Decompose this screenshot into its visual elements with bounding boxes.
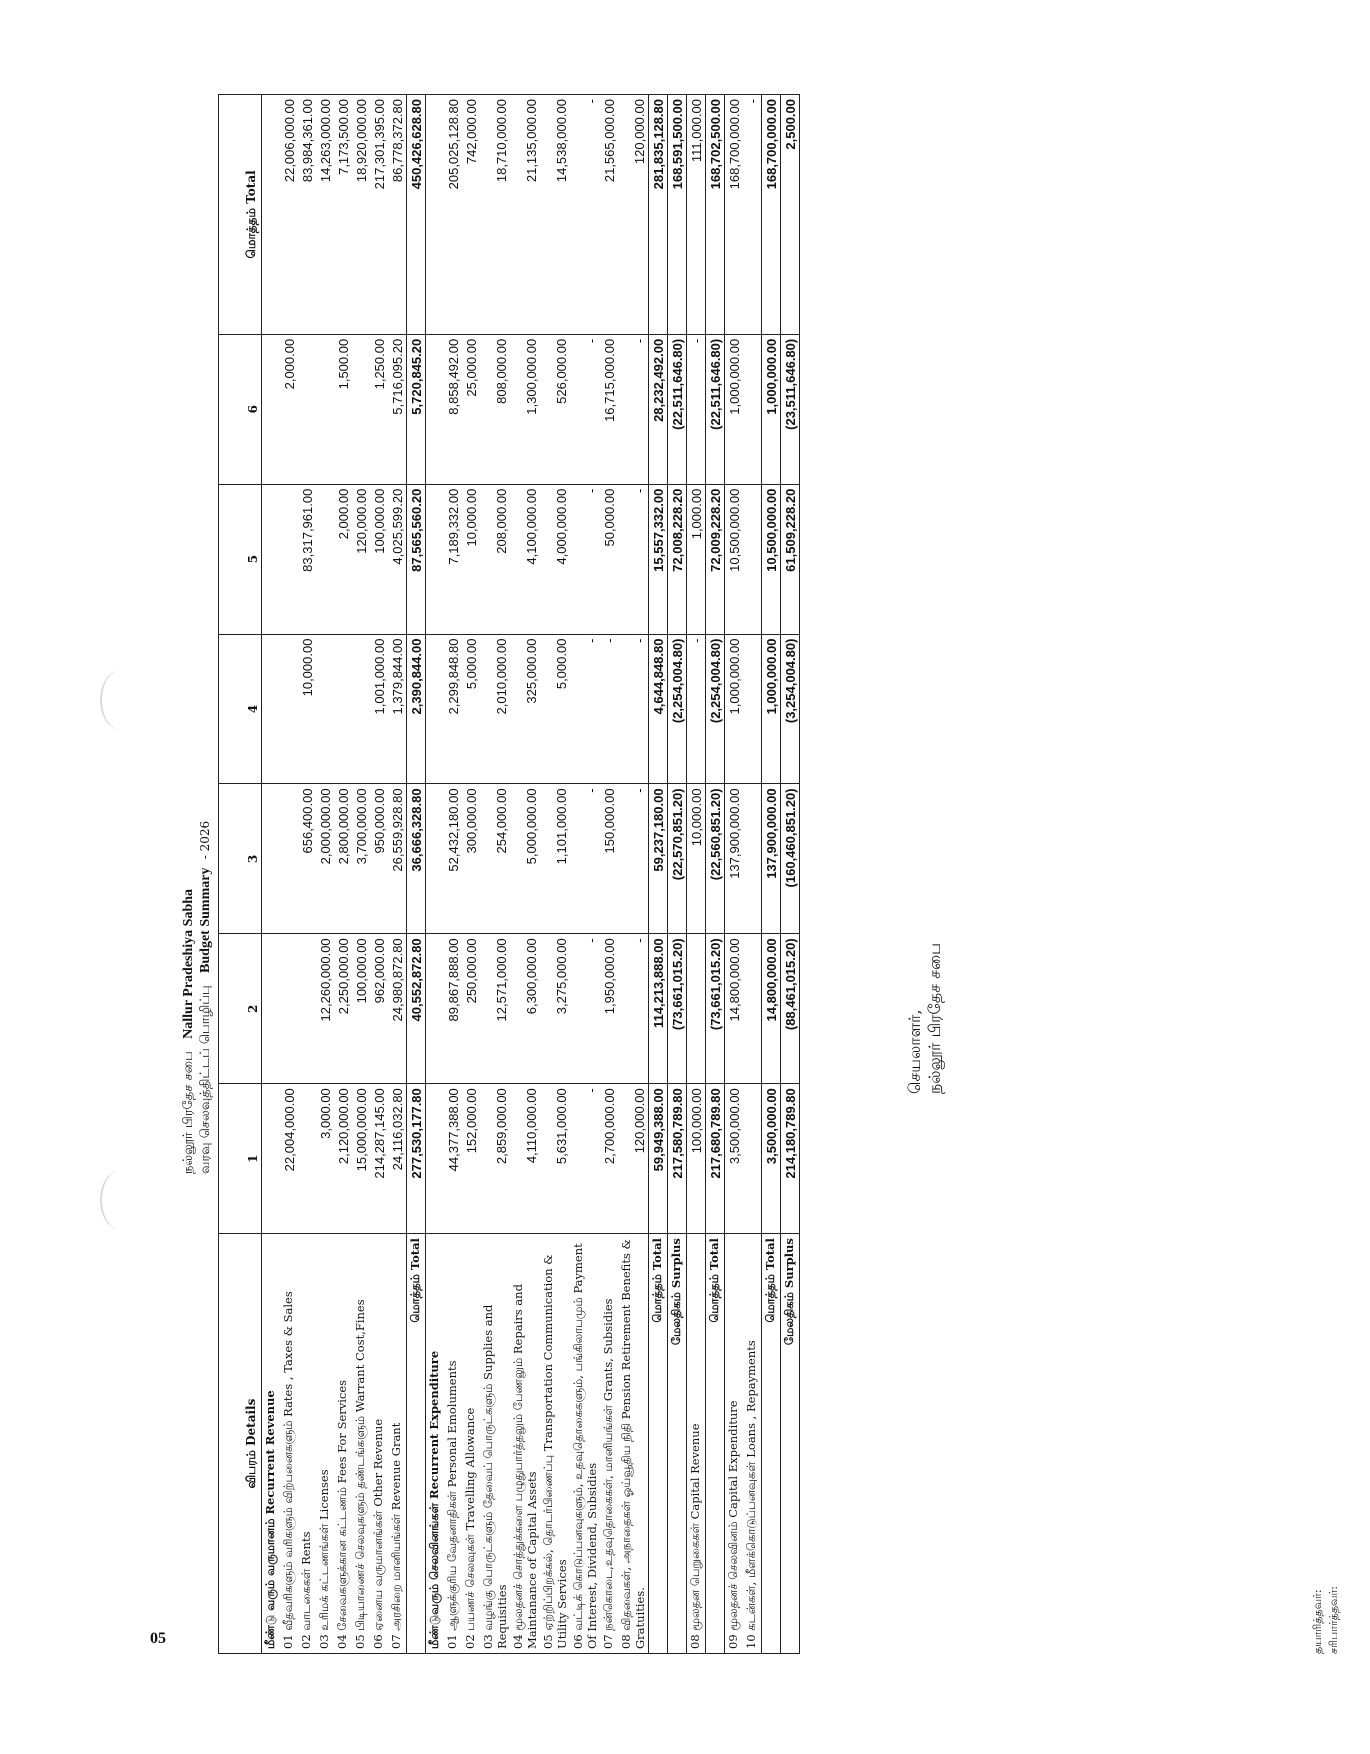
row-description: 02 பயணச் செலவுகள் Travelling Allowance [462, 1234, 480, 1654]
checked-by-label: சரிபார்த்தவர்: [1327, 1586, 1340, 1654]
section-header-row [426, 95, 445, 1654]
row-value-col-6 [316, 334, 334, 484]
row-value-col-4 [280, 634, 298, 784]
row-description: மொத்தம் Total [762, 1234, 781, 1654]
row-value-col-1: 2,120,000.00 [334, 1084, 352, 1234]
row-value-col-4: 5,000.00 [540, 634, 570, 784]
row-value-col-1: 3,500,000.00 [762, 1084, 781, 1234]
row-value-col-3: 52,432,180.00 [444, 784, 462, 934]
row-total-value: 281,835,128.80 [649, 95, 668, 335]
prepared-by-label: தயாரித்தவர்: [1311, 1589, 1324, 1654]
row-value-col-6: 1,500.00 [334, 334, 352, 484]
row-description: 07 நன்கொடை,உதவுதொகைகள், மானியங்கள் Grants, Subsidies [600, 1234, 618, 1654]
row-value-col-2: 3,275,000.00 [540, 934, 570, 1084]
row-description: 04 மூலதனச் சொத்துக்களை பழுதுபார்த்தலும் பேணலும் Repairs and Maintanance of Capital Assets [510, 1234, 540, 1654]
row-value-col-4: 1,000,000.00 [725, 634, 744, 784]
row-value-col-4: 2,299,848.80 [444, 634, 462, 784]
row-value-col-4: - [600, 634, 618, 784]
row-value-col-3: 3,700,000.00 [352, 784, 370, 934]
row-value-col-3: 5,000,000.00 [510, 784, 540, 934]
total-row [781, 95, 800, 1654]
row-value-col-2: (88,461,015.20) [781, 934, 800, 1084]
row-description: மீண்டுவரும் செலவினங்கள் Recurrent Expenditure [426, 1234, 445, 1654]
row-value-col-6: 8,858,492.00 [444, 334, 462, 484]
row-value-col-4: 2,390,844.00 [407, 634, 426, 784]
column-header-details: விபரம் Details [219, 1234, 262, 1654]
row-value-col-2: 962,000.00 [370, 934, 388, 1084]
column-header-3: 3 [219, 784, 262, 934]
row-total-value: 168,700,000.00 [762, 95, 781, 335]
table-row [570, 95, 600, 1654]
row-value-col-2: 24,980,872.80 [388, 934, 407, 1084]
row-total-value: 14,263,000.00 [316, 95, 334, 335]
row-total-value: 2,500.00 [781, 95, 800, 335]
row-value-col-2: 40,552,872.80 [407, 934, 426, 1084]
row-description: மொத்தம் Total [407, 1234, 426, 1654]
row-value-col-4: 1,379,844.00 [388, 634, 407, 784]
row-value-col-6 [262, 334, 281, 484]
row-value-col-2: 12,571,000.00 [480, 934, 510, 1084]
row-value-col-3: 2,000,000.00 [316, 784, 334, 934]
row-value-col-3 [426, 784, 445, 934]
row-value-col-1: - [570, 1084, 600, 1234]
row-value-col-2 [298, 934, 316, 1084]
row-value-col-1 [743, 1084, 762, 1234]
row-description: 03 உரிமக் கட்டணங்கள் Licenses [316, 1234, 334, 1654]
row-value-col-5: 7,189,332.00 [444, 484, 462, 634]
row-value-col-2: 1,950,000.00 [600, 934, 618, 1084]
row-value-col-6: (22,511,646.80) [668, 334, 687, 484]
row-value-col-1: 15,000,000.00 [352, 1084, 370, 1234]
total-row [407, 95, 426, 1654]
row-value-col-4: (3,254,004.80) [781, 634, 800, 784]
table-header-row [219, 95, 262, 1654]
row-value-col-3: 10,000.00 [687, 784, 706, 934]
row-description: 02 வாடகைகள் Rents [298, 1234, 316, 1654]
row-value-col-2 [687, 934, 706, 1084]
row-total-value: 7,173,500.00 [334, 95, 352, 335]
row-value-col-5: 2,000.00 [334, 484, 352, 634]
total-row [649, 95, 668, 1654]
row-value-col-2: 2,250,000.00 [334, 934, 352, 1084]
row-total-value: 450,426,628.80 [407, 95, 426, 335]
row-value-col-5: - [618, 484, 649, 634]
table-row [540, 95, 570, 1654]
row-value-col-6: 808,000.00 [480, 334, 510, 484]
row-value-col-1: 152,000.00 [462, 1084, 480, 1234]
row-value-col-6: 5,720,845.20 [407, 334, 426, 484]
row-total-value: 111,000.00 [687, 95, 706, 335]
row-value-col-1: 22,004,000.00 [280, 1084, 298, 1234]
signature-block [905, 943, 945, 1094]
row-value-col-1: 214,287,145.00 [370, 1084, 388, 1234]
row-value-col-3: 300,000.00 [462, 784, 480, 934]
row-value-col-6: 526,000.00 [540, 334, 570, 484]
row-description: 05 ஏற்றிப்பிறக்கல், தொடர்பிணைப்பு Transportation Communication & Utility Services [540, 1234, 570, 1654]
row-value-col-4 [334, 634, 352, 784]
row-value-col-4: 2,010,000.00 [480, 634, 510, 784]
row-value-col-3: 1,101,000.00 [540, 784, 570, 934]
row-value-col-6 [352, 334, 370, 484]
row-value-col-2: 14,800,000.00 [725, 934, 744, 1084]
table-row [444, 95, 462, 1654]
row-total-value: 205,025,128.80 [444, 95, 462, 335]
row-total-value: 18,710,000.00 [480, 95, 510, 335]
row-value-col-5 [262, 484, 281, 634]
table-row [480, 95, 510, 1654]
row-value-col-4: 10,000.00 [298, 634, 316, 784]
row-value-col-4: (2,254,004.80) [668, 634, 687, 784]
punch-hole [100, 670, 142, 730]
row-value-col-5: - [570, 484, 600, 634]
row-value-col-6 [426, 334, 445, 484]
row-value-col-1: 3,000.00 [316, 1084, 334, 1234]
row-value-col-1: 217,580,789.80 [668, 1084, 687, 1234]
row-value-col-6: - [618, 334, 649, 484]
row-value-col-5: 87,565,560.20 [407, 484, 426, 634]
row-value-col-5: 10,500,000.00 [762, 484, 781, 634]
rotated-page [170, 0, 1370, 1654]
row-total-value [426, 95, 445, 335]
table-row [370, 95, 388, 1654]
document-header [180, 821, 214, 1174]
row-description: மேலதிகம் Surplus [668, 1234, 687, 1654]
row-total-value: 21,565,000.00 [600, 95, 618, 335]
row-value-col-5: 72,008,228.20 [668, 484, 687, 634]
row-description: 06 ஏனைய வருமானங்கள் Other Revenue [370, 1234, 388, 1654]
row-value-col-2: 100,000.00 [352, 934, 370, 1084]
row-total-value: 18,920,000.00 [352, 95, 370, 335]
row-total-value: - [570, 95, 600, 335]
row-value-col-5: 72,009,228.20 [706, 484, 725, 634]
row-value-col-2: 6,300,000.00 [510, 934, 540, 1084]
row-value-col-4: - [618, 634, 649, 784]
row-value-col-6: 1,000,000.00 [725, 334, 744, 484]
column-header-6: 6 [219, 334, 262, 484]
table-row [600, 95, 618, 1654]
table-row [352, 95, 370, 1654]
row-value-col-3: (160,460,851.20) [781, 784, 800, 934]
row-value-col-6 [743, 334, 762, 484]
row-value-col-4: - [570, 634, 600, 784]
row-value-col-2 [280, 934, 298, 1084]
row-description: 03 வழங்கு பொருட்களும் தேவைப் பொருட்களும் Supplies and Requisities [480, 1234, 510, 1654]
row-total-value: 120,000.00 [618, 95, 649, 335]
row-description: 01 ஆளுக்குரிய வேதனாதிகள் Personal Emoluments [444, 1234, 462, 1654]
total-row [762, 95, 781, 1654]
row-value-col-2 [262, 934, 281, 1084]
row-value-col-5 [280, 484, 298, 634]
row-value-col-1: 214,180,789.80 [781, 1084, 800, 1234]
row-value-col-6: 28,232,492.00 [649, 334, 668, 484]
row-value-col-3: 950,000.00 [370, 784, 388, 934]
row-value-col-1: 3,500,000.00 [725, 1084, 744, 1234]
row-total-value: 168,700,000.00 [725, 95, 744, 335]
row-value-col-6: 2,000.00 [280, 334, 298, 484]
row-value-col-1 [426, 1084, 445, 1234]
row-value-col-3: 150,000.00 [600, 784, 618, 934]
row-value-col-1: 4,110,000.00 [510, 1084, 540, 1234]
row-value-col-5: 10,000.00 [462, 484, 480, 634]
row-value-col-3: 26,559,928.80 [388, 784, 407, 934]
row-value-col-5: 100,000.00 [370, 484, 388, 634]
row-value-col-2: (73,661,015.20) [706, 934, 725, 1084]
row-value-col-5 [426, 484, 445, 634]
row-value-col-5: 10,500,000.00 [725, 484, 744, 634]
table-row [618, 95, 649, 1654]
row-value-col-3: (22,560,851.20) [706, 784, 725, 934]
header-title-english: Nallur Pradeshiya Sabha [181, 888, 196, 1039]
row-value-col-6: 5,716,095.20 [388, 334, 407, 484]
row-total-value: 86,778,372.80 [388, 95, 407, 335]
table-body [262, 95, 800, 1654]
row-total-value: 21,135,000.00 [510, 95, 540, 335]
row-description: 01 வீதவரிகளும் வரிகளும் விற்பனைகளும் Rates , Taxes & Sales [280, 1234, 298, 1654]
row-value-col-6: (22,511,646.80) [706, 334, 725, 484]
row-value-col-2: 14,800,000.00 [762, 934, 781, 1084]
row-value-col-4: 5,000.00 [462, 634, 480, 784]
table-row [298, 95, 316, 1654]
row-value-col-1: 217,680,789.80 [706, 1084, 725, 1234]
row-value-col-5: 120,000.00 [352, 484, 370, 634]
row-value-col-3: - [570, 784, 600, 934]
row-value-col-3 [262, 784, 281, 934]
row-description: 06 வட்டிக் கொடுப்பனவுகளும், உதவுதொகைகளும், பங்கிலாபமும் Payment Of Interest, Dividend, Subsidies [570, 1234, 600, 1654]
row-value-col-4: 325,000.00 [510, 634, 540, 784]
row-value-col-5 [743, 484, 762, 634]
row-value-col-5: 208,000.00 [480, 484, 510, 634]
row-value-col-5: 83,317,961.00 [298, 484, 316, 634]
row-value-col-3: 656,400.00 [298, 784, 316, 934]
row-value-col-5: 4,100,000.00 [510, 484, 540, 634]
row-value-col-6: 1,250.00 [370, 334, 388, 484]
row-total-value [262, 95, 281, 335]
column-header-2: 2 [219, 934, 262, 1084]
row-value-col-4: 1,000,000.00 [762, 634, 781, 784]
row-value-col-5: 50,000.00 [600, 484, 618, 634]
table-row [334, 95, 352, 1654]
column-header-4: 4 [219, 634, 262, 784]
table-row [388, 95, 407, 1654]
row-value-col-3 [280, 784, 298, 934]
row-total-value: 217,301,395.00 [370, 95, 388, 335]
row-value-col-1 [262, 1084, 281, 1234]
table-row [462, 95, 480, 1654]
row-value-col-3: 36,666,328.80 [407, 784, 426, 934]
row-value-col-1: 24,116,032.80 [388, 1084, 407, 1234]
row-value-col-4: 1,001,000.00 [370, 634, 388, 784]
row-value-col-4 [352, 634, 370, 784]
row-value-col-3: (22,570,851.20) [668, 784, 687, 934]
row-value-col-1: 277,530,177.80 [407, 1084, 426, 1234]
row-description: 09 மூலதனச் செலவினம் Capital Expenditure [725, 1234, 744, 1654]
row-value-col-6: - [570, 334, 600, 484]
row-value-col-3 [743, 784, 762, 934]
row-total-value: 22,006,000.00 [280, 95, 298, 335]
row-value-col-4 [262, 634, 281, 784]
column-header-total: மொத்தம் Total [219, 95, 262, 335]
row-description: 05 பிடியாணைச் செலவுகளும் தண்டங்களும் Warrant Cost,Fines [352, 1234, 370, 1654]
row-value-col-4: 4,644,848.80 [649, 634, 668, 784]
total-row [706, 95, 725, 1654]
header-subtitle-english: Budget Summary [198, 867, 213, 973]
row-value-col-6: - [687, 334, 706, 484]
row-value-col-5: 4,025,599.20 [388, 484, 407, 634]
row-description: மொத்தம் Total [649, 1234, 668, 1654]
row-total-value: 168,702,500.00 [706, 95, 725, 335]
header-title-tamil: நல்லூர் பிரதேச சபை [181, 1051, 196, 1174]
row-total-value: 83,984,361.00 [298, 95, 316, 335]
row-value-col-4: (2,254,004.80) [706, 634, 725, 784]
punch-hole [100, 1170, 142, 1230]
row-value-col-5: 15,557,332.00 [649, 484, 668, 634]
row-value-col-6: (23,511,646.80) [781, 334, 800, 484]
table-row [687, 95, 706, 1654]
row-description: 08 விதவைகள், அநாதைகள் ஓய்வூதிய நிதி Pension Retirement Benefits & Gratuities. [618, 1234, 649, 1654]
row-value-col-2: 250,000.00 [462, 934, 480, 1084]
row-value-col-3: 59,237,180.00 [649, 784, 668, 934]
row-value-col-2 [743, 934, 762, 1084]
row-value-col-1: 100,000.00 [687, 1084, 706, 1234]
row-value-col-4: - [687, 634, 706, 784]
row-value-col-2: 89,867,888.00 [444, 934, 462, 1084]
row-value-col-6: 1,000,000.00 [762, 334, 781, 484]
column-header-1: 1 [219, 1084, 262, 1234]
row-value-col-1: 44,377,388.00 [444, 1084, 462, 1234]
table-row [725, 95, 744, 1654]
row-value-col-5 [316, 484, 334, 634]
row-description: மேலதிகம் Surplus [781, 1234, 800, 1654]
row-value-col-1: 2,700,000.00 [600, 1084, 618, 1234]
row-value-col-3: 137,900,000.00 [762, 784, 781, 934]
table-row [743, 95, 762, 1654]
row-description: மொத்தம் Total [706, 1234, 725, 1654]
row-value-col-2: (73,661,015.20) [668, 934, 687, 1084]
row-description: 04 சேவைகளுக்கான கட்டணம் Fees For Services [334, 1234, 352, 1654]
row-value-col-1: 120,000.00 [618, 1084, 649, 1234]
section-header-row [262, 95, 281, 1654]
row-value-col-3: - [618, 784, 649, 934]
row-value-col-4 [426, 634, 445, 784]
header-year: - 2026 [198, 820, 212, 860]
row-value-col-6: 1,300,000.00 [510, 334, 540, 484]
row-value-col-6 [298, 334, 316, 484]
row-value-col-1: 2,859,000.00 [480, 1084, 510, 1234]
page-number: 05 [150, 1630, 166, 1647]
row-value-col-5: 1,000.00 [687, 484, 706, 634]
row-value-col-5: 4,000,000.00 [540, 484, 570, 634]
row-value-col-3: 2,800,000.00 [334, 784, 352, 934]
row-value-col-2: - [570, 934, 600, 1084]
row-description: மீண்டு வரும் வருமானம் Recurrent Revenue [262, 1234, 281, 1654]
row-total-value: 14,538,000.00 [540, 95, 570, 335]
signature-organization: நல்லூர் பிரதேச சபை [925, 942, 944, 1094]
row-value-col-1: 5,631,000.00 [540, 1084, 570, 1234]
row-value-col-2: 12,260,000.00 [316, 934, 334, 1084]
row-value-col-1: 59,949,388.00 [649, 1084, 668, 1234]
row-value-col-3: 137,900,000.00 [725, 784, 744, 934]
row-total-value: - [743, 95, 762, 335]
table-row [280, 95, 298, 1654]
row-value-col-4 [316, 634, 334, 784]
header-subtitle-tamil: வரவு செலவுத்திட்டப் பொழிப்பு [198, 985, 213, 1174]
table-row [316, 95, 334, 1654]
column-header-5: 5 [219, 484, 262, 634]
row-value-col-1 [298, 1084, 316, 1234]
row-description: 10 கடன்கள், மீளக்கொடுப்பனவுகள் Loans , Repayments [743, 1234, 762, 1654]
row-value-col-2: 114,213,888.00 [649, 934, 668, 1084]
budget-summary-table [218, 94, 800, 1654]
total-row [668, 95, 687, 1654]
row-total-value: 168,591,500.00 [668, 95, 687, 335]
row-value-col-3: 254,000.00 [480, 784, 510, 934]
signature-title: செயலாளர், [905, 1009, 924, 1094]
row-value-col-2 [426, 934, 445, 1084]
row-description: 07 அரசிறை மானியங்கள் Revenue Grant [388, 1234, 407, 1654]
row-value-col-5: 61,509,228.20 [781, 484, 800, 634]
footer [1310, 1586, 1342, 1654]
row-value-col-4 [743, 634, 762, 784]
table-row [510, 95, 540, 1654]
row-total-value: 742,000.00 [462, 95, 480, 335]
row-value-col-2: - [618, 934, 649, 1084]
row-description: 08 மூலதன பெறுகைகள் Capital Revenue [687, 1234, 706, 1654]
row-value-col-6: 25,000.00 [462, 334, 480, 484]
row-value-col-6: 16,715,000.00 [600, 334, 618, 484]
